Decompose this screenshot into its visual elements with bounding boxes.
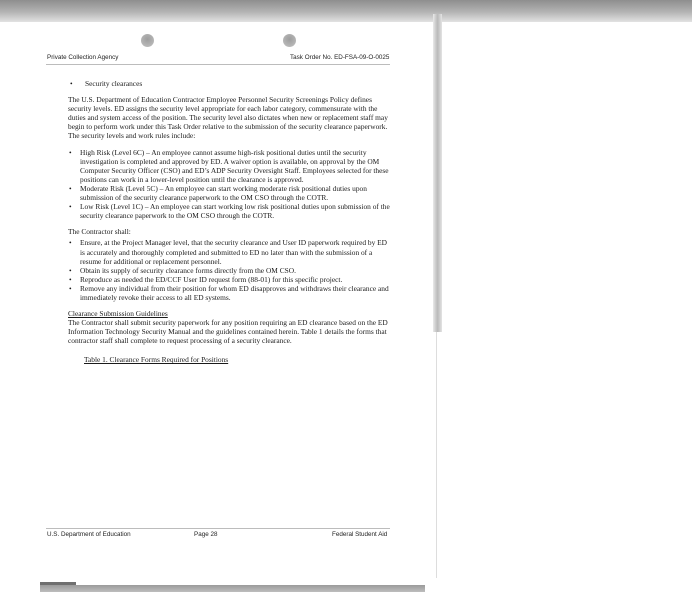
scan-edge-right xyxy=(436,332,437,578)
scan-shadow-bottom xyxy=(40,585,425,592)
list-item: • Obtain its supply of security clearance forms directly from the OM CSO. xyxy=(68,266,390,275)
list-item: • Security clearances xyxy=(68,79,390,88)
intro-paragraph: The U.S. Department of Education Contractor Employee Personnel Security Screenings Policy defines security levels. ED assigns the security level appropriate for each labor category, commensurate with the duties and system access of the position. The security level also dictates when new or replacement staff may begin to perform work under this Task Order relative to the submission of the security clearance paperwork. The security levels and work rules include: xyxy=(68,95,388,141)
guidelines-paragraph: The Contractor shall submit security paperwork for any position requiring an ED clearance based on the ED Information Technology Security Manual and the guidelines contained herein. Table 1 details the forms that contractor staff shall complete to request processing of a security clearance. xyxy=(68,318,388,346)
footer-right-text: Federal Student Aid xyxy=(332,531,388,538)
contractor-shall-line: The Contractor shall: xyxy=(68,227,131,237)
top-bullet-list xyxy=(68,79,390,88)
list-item: • Ensure, at the Project Manager level, that the security clearance and User ID paperwork required by ED is accurately and thoroughly completed and submitted to ED no later than with the submission of a resume for additional or replacement personnel. xyxy=(68,238,390,265)
document-body xyxy=(68,79,390,365)
footer-left-text: U.S. Department of Education xyxy=(47,531,131,538)
header-right-text: Task Order No. ED-FSA-09-O-0025 xyxy=(290,54,390,61)
scan-shadow-right xyxy=(433,14,442,332)
header-rule xyxy=(46,64,390,65)
table-caption: Table 1. Clearance Forms Required for Positions xyxy=(84,355,229,365)
guidelines-heading: Clearance Submission Guidelines xyxy=(68,309,168,319)
punch-hole-right xyxy=(283,34,296,47)
security-levels-list xyxy=(68,148,390,221)
list-item: • Low Risk (Level 1C) – An employee can start working low risk positional duties upon submission of the security clearance paperwork to the OM CSO through the COTR. xyxy=(68,202,390,220)
footer-page-number: Page 28 xyxy=(194,531,218,538)
contractor-duties-list xyxy=(68,238,390,302)
list-item: • Remove any individual from their position for whom ED disapproves and withdraws their clearance and immediately revoke their access to all ED systems. xyxy=(68,284,390,302)
footer-rule xyxy=(46,528,390,529)
list-item: • Reproduce as needed the ED/CCF User ID request form (88-01) for this specific project. xyxy=(68,275,390,284)
punch-hole-left xyxy=(141,34,154,47)
list-item: • Moderate Risk (Level 5C) – An employee can start working moderate risk positional duties upon submission of the security clearance paperwork to the OM CSO through the COTR. xyxy=(68,184,390,202)
list-item: • High Risk (Level 6C) – An employee cannot assume high-risk positional duties until the security investigation is completed and approved by ED. A waiver option is available, on approval by the OM Computer Security Officer (CSO) and ED’s ADP Security Oversight Staff. Employees selected for these positions can work in a lower-level position until the clearance is approved. xyxy=(68,148,390,184)
header-left-text: Private Collection Agency xyxy=(47,54,119,61)
scan-shadow-top xyxy=(0,0,692,22)
